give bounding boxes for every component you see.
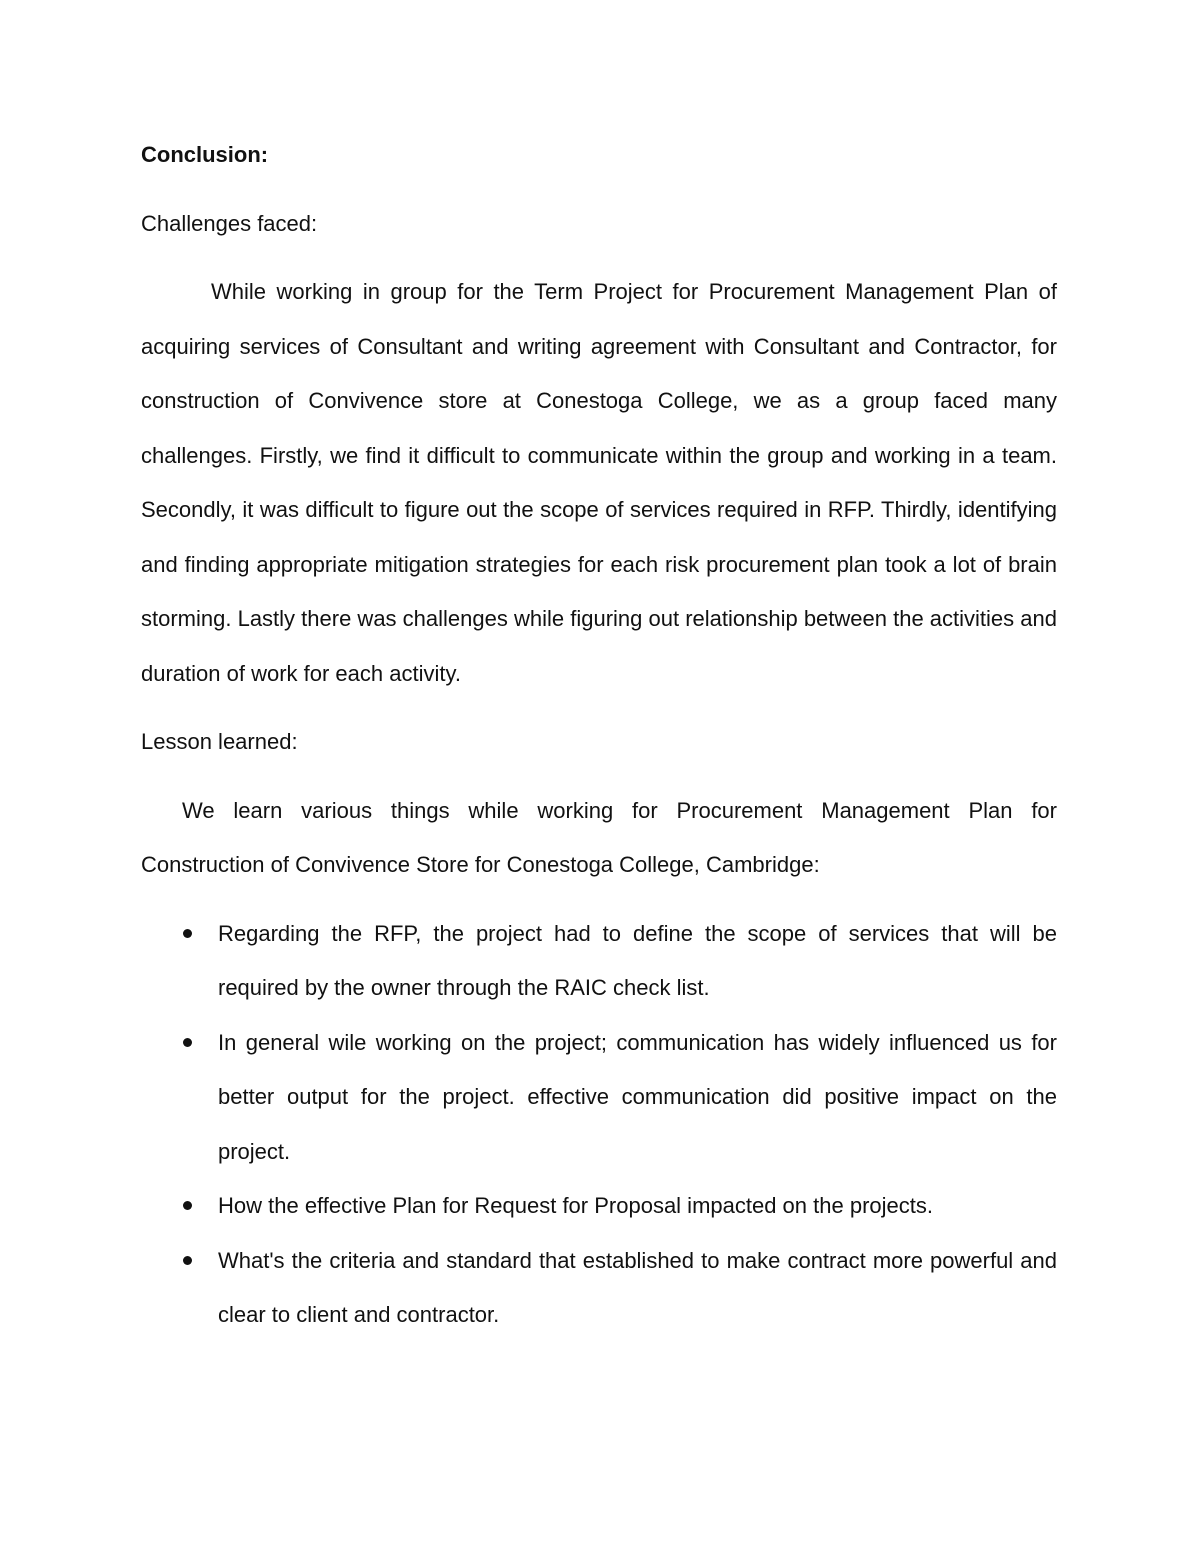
list-item bbox=[141, 1234, 1057, 1343]
bullet-icon bbox=[183, 929, 192, 938]
list-item-text: How the effective Plan for Request for Proposal impacted on the projects. bbox=[218, 1193, 933, 1218]
challenges-label: Challenges faced: bbox=[141, 210, 318, 236]
list-item-text: Regarding the RFP, the project had to define the scope of services that will be required by the owner through the RAIC check list. bbox=[218, 920, 1057, 1000]
bullet-icon bbox=[183, 1256, 192, 1265]
challenges-paragraph: While working in group for the Term Project for Procurement Management Plan of acquiring services of Consultant and writing agreement with Consultant and Contractor, for construction of Convivence store at Conestoga College, we as a group faced many challenges. Firstly, we find it difficult to communicate within the group and working in a team. Secondly, it was difficult to figure out the scope of services required in RFP. Thirdly, identifying and finding appropriate mitigation strategies for each risk procurement plan took a lot of brain storming. Lastly there was challenges while figuring out relationship between the activities and duration of work for each activity. bbox=[141, 279, 1057, 686]
bullet-icon bbox=[183, 1201, 192, 1210]
document-page bbox=[141, 128, 1057, 1343]
list-item bbox=[141, 1179, 1057, 1234]
bullet-icon bbox=[183, 1038, 192, 1047]
lesson-paragraph: We learn various things while working for Procurement Management Plan for Construction of Convivence Store for Conestoga College, Cambridge: bbox=[141, 797, 1057, 877]
conclusion-heading: Conclusion: bbox=[141, 142, 269, 167]
list-item bbox=[141, 1016, 1057, 1180]
list-item-text: What's the criteria and standard that established to make contract more powerful and clear to client and contractor. bbox=[218, 1247, 1057, 1327]
list-item-text: In general wile working on the project; communication has widely influenced us for better output for the project. effective communication did positive impact on the project. bbox=[218, 1029, 1057, 1164]
lesson-label: Lesson learned: bbox=[141, 729, 298, 754]
lessons-list bbox=[141, 907, 1057, 1343]
list-item bbox=[141, 907, 1057, 1016]
